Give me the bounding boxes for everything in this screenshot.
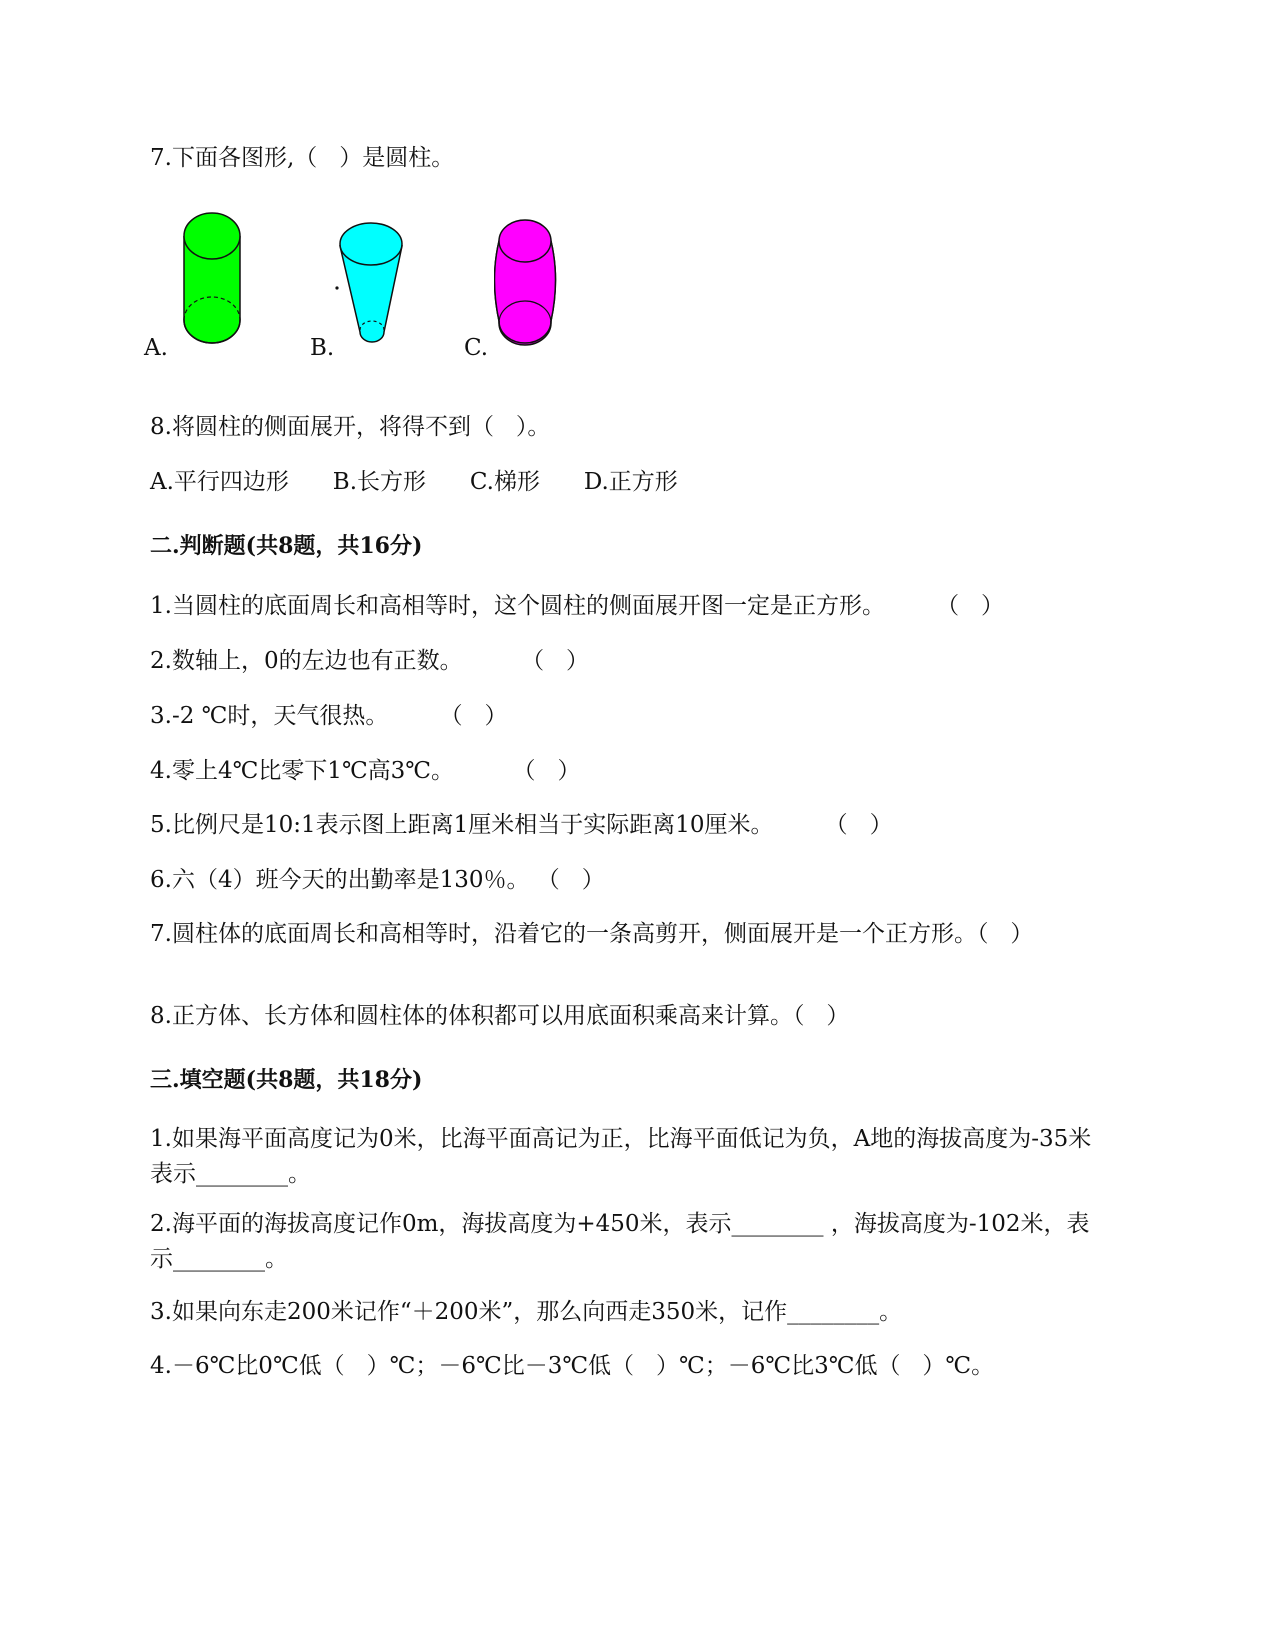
- judge-item: 6.六（4）班今天的出勤率是130％。 （ ）: [150, 867, 605, 893]
- fill-item: 3.如果向东走200米记作“＋200米”，那么向西走350米，记作________。: [150, 1299, 903, 1325]
- cylinder-figure-a: [182, 210, 244, 344]
- judge-item: 2.数轴上，0的左边也有正数。 （ ）: [150, 648, 589, 674]
- judge-item: 1.当圆柱的底面周长和高相等时，这个圆柱的侧面展开图一定是正方形。 （ ）: [150, 593, 1005, 619]
- judge-item: 5.比例尺是10:1表示图上距离1厘米相当于实际距离10厘米。 （ ）: [150, 812, 893, 838]
- option-c-label: C.: [464, 335, 489, 361]
- q8-stem: 8.将圆柱的侧面展开，将得不到（ ）。: [150, 414, 551, 440]
- judge-item: 3.-2 ℃时，天气很热。 （ ）: [150, 703, 508, 729]
- fill-item: 4.－6℃比0℃低（ ）℃；－6℃比－3℃低（ ）℃；－6℃比3℃低（ ）℃。: [150, 1353, 995, 1379]
- judge-item: 4.零上4℃比零下1℃高3℃。 （ ）: [150, 758, 581, 784]
- q8-options: A.平行四边形 B.长方形 C.梯形 D.正方形: [150, 469, 678, 495]
- option-a-label: A.: [144, 335, 168, 361]
- section-2-title: 二.判断题(共8题，共16分): [150, 533, 423, 559]
- barrel-figure-c: [494, 215, 558, 349]
- section-3-title: 三.填空题(共8题，共18分): [150, 1067, 423, 1093]
- q7-stem: 7.下面各图形,（ ）是圆柱。: [150, 145, 455, 171]
- truncated-cone-figure-b: [334, 220, 408, 346]
- option-b-label: B.: [310, 335, 335, 361]
- judge-item: 8.正方体、长方体和圆柱体的体积都可以用底面积乘高来计算。（ ）: [150, 1003, 850, 1029]
- judge-item: 7.圆柱体的底面周长和高相等时，沿着它的一条高剪开，侧面展开是一个正方形。（ ）: [150, 921, 1034, 947]
- fill-item: 1.如果海平面高度记为0米，比海平面高记为正，比海平面低记为负，A地的海拔高度为-35米表示________。: [150, 1126, 1092, 1187]
- fill-item: 2.海平面的海拔高度记作0m，海拔高度为+450米，表示________ ，海拔高度为-102米，表示________。: [150, 1211, 1090, 1272]
